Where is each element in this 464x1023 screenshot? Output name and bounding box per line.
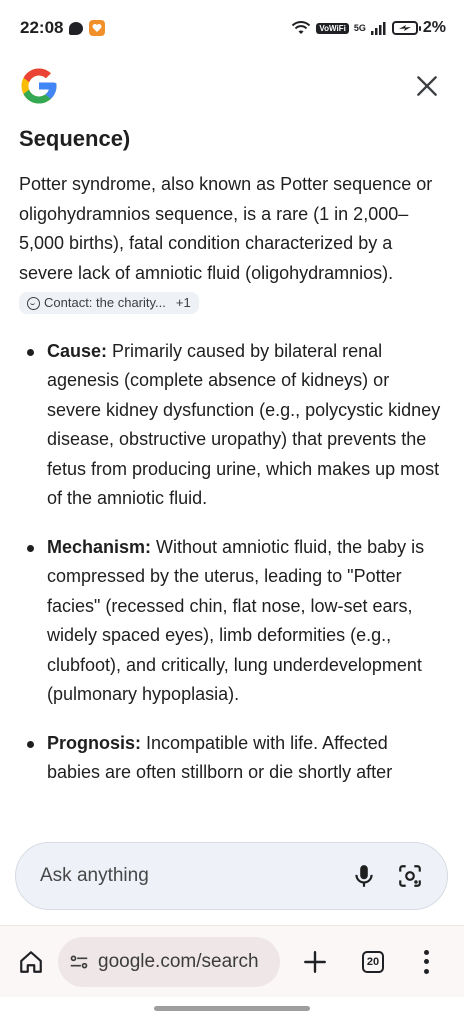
more-options-icon[interactable]: [422, 950, 430, 974]
status-left: [20, 18, 105, 38]
network-type-label: 5G: [353, 23, 366, 33]
google-logo-icon: [18, 65, 60, 107]
bullet-item-cause: [19, 337, 445, 514]
address-bar[interactable]: [58, 937, 280, 987]
home-icon[interactable]: [18, 949, 44, 975]
status-right: [291, 19, 446, 37]
gesture-navigation-bar[interactable]: [154, 1006, 310, 1011]
bullet-text: Incompatible with life. Affected babies are often stillborn or die shortly after: [47, 732, 393, 782]
charging-bolt-icon: [398, 24, 412, 32]
close-icon[interactable]: [414, 73, 440, 99]
heart-glyph-icon: [92, 23, 102, 33]
status-bar: [0, 0, 464, 56]
more-dot: [424, 959, 429, 964]
source-chip[interactable]: [19, 292, 199, 314]
chat-notification-icon: [69, 22, 83, 35]
vowifi-badge: VoWiFi: [316, 23, 348, 34]
section-heading: Sequence): [19, 126, 131, 151]
intro-paragraph: [19, 170, 445, 318]
ask-input[interactable]: [15, 842, 448, 910]
smiley-source-icon: [27, 297, 40, 310]
more-dot: [424, 950, 429, 955]
battery-percent: 2%: [422, 19, 446, 36]
ask-placeholder: Ask anything: [40, 865, 149, 886]
source-chip-label: Contact: the charity...: [44, 295, 166, 311]
site-settings-icon[interactable]: [68, 951, 90, 973]
more-dot: [424, 969, 429, 974]
source-chip-extra-count: +1: [175, 295, 191, 311]
signal-strength-icon: [371, 21, 387, 35]
bullet-term: Mechanism:: [47, 536, 152, 557]
bullet-text: Primarily caused by bilateral renal agenesis (complete absence of kidneys) or severe kidney dysfunction (e.g., polycystic kidney disease, obstructive uropathy) that prevents the fetus from producing urine, which makes up most of the amniotic fluid.: [47, 340, 441, 508]
new-tab-icon[interactable]: [302, 949, 328, 975]
bullet-term: Prognosis:: [47, 732, 142, 753]
status-time: 22:08: [20, 18, 64, 37]
ai-answer-content: [0, 112, 464, 842]
bullet-item-prognosis: [19, 729, 445, 788]
bullet-term: Cause:: [47, 340, 108, 361]
tab-switcher-button[interactable]: 20: [362, 951, 384, 973]
google-lens-icon[interactable]: [397, 863, 423, 889]
bullet-text: Without amniotic fluid, the baby is compressed by the uterus, leading to "Potter facies" (recessed chin, flat nose, low-set ears, widely spaced eyes), limb deformities (e.g., clubfoot), and critically, lung underdevelopment (pulmonary hypoplasia).: [47, 536, 425, 704]
app-notification-icon: [89, 20, 105, 36]
intro-text: Potter syndrome, also known as Potter sequence or oligohydramnios sequence, is a rare (1 in 2,000–5,000 births), fatal condition characterized by a severe lack of amniotic fluid (oligohydramnios).: [19, 174, 433, 283]
battery-icon: [392, 21, 418, 35]
browser-bottom-bar: [0, 925, 464, 997]
app-header: [0, 56, 464, 116]
bullet-item-mechanism: [19, 533, 445, 710]
microphone-icon[interactable]: [351, 863, 377, 889]
wifi-icon: [291, 20, 311, 36]
url-text: google.com/search: [98, 950, 259, 972]
bullet-list: [19, 337, 445, 788]
